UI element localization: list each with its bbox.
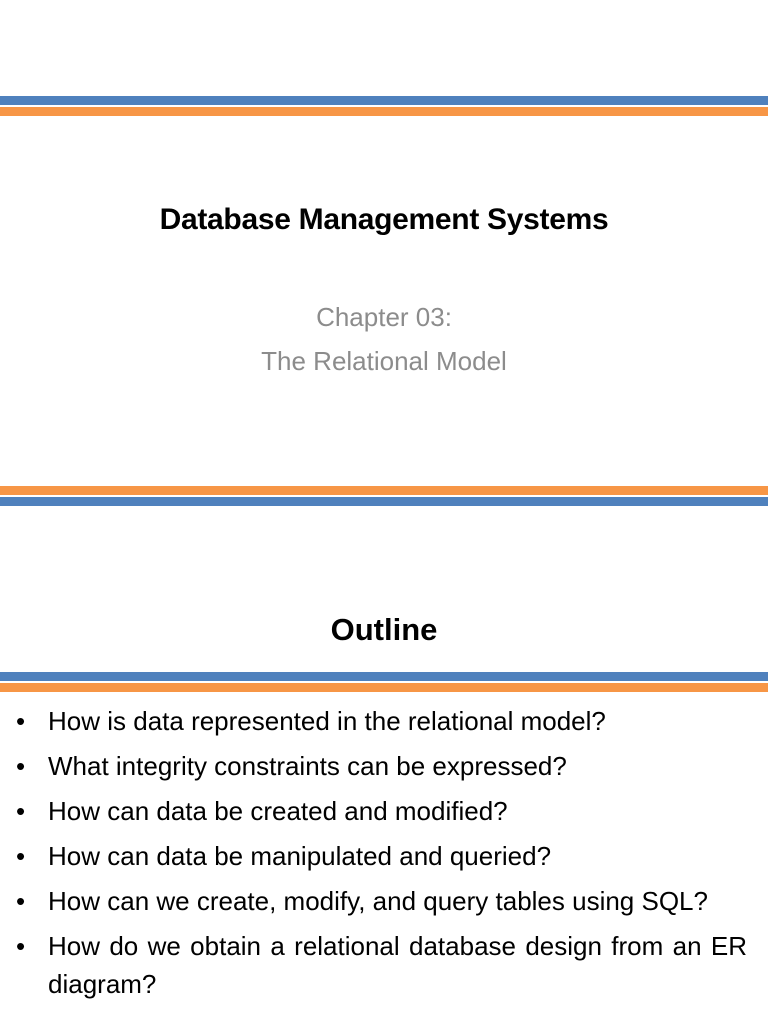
bullet-icon: •: [16, 886, 26, 916]
outline-bullet-list: [14, 702, 747, 1010]
top-blue-rule: [0, 96, 768, 105]
slide-title: Database Management Systems: [159, 203, 609, 236]
bullet-icon: •: [16, 706, 26, 736]
bullet-icon: •: [16, 931, 26, 961]
bottom-orange-rule: [0, 486, 768, 495]
bullet-text: How can we create, modify, and query tables using SQL?: [48, 886, 708, 916]
outline-slide: [0, 540, 768, 1024]
top-orange-rule: [0, 107, 768, 116]
bullet-text: How do we obtain a relational database design from an ER diagram?: [48, 931, 747, 999]
bullet-text: How can data be created and modified?: [48, 796, 508, 826]
outline-title: Outline: [330, 612, 438, 647]
bullet-icon: •: [16, 751, 26, 781]
list-item: [14, 747, 747, 785]
list-item: [14, 882, 747, 920]
chapter-title: The Relational Model: [261, 346, 507, 376]
list-item: [14, 792, 747, 830]
outline-orange-rule: [0, 683, 768, 692]
bullet-icon: •: [16, 841, 26, 871]
bottom-blue-rule: [0, 497, 768, 506]
chapter-number: Chapter 03:: [316, 302, 452, 332]
list-item: [14, 927, 747, 1003]
bullet-text: How can data be manipulated and queried?: [48, 841, 552, 871]
outline-blue-rule: [0, 672, 768, 681]
bullet-text: How is data represented in the relational model?: [48, 706, 606, 736]
list-item: [14, 837, 747, 875]
bullet-text: What integrity constraints can be expressed?: [48, 751, 567, 781]
bullet-icon: •: [16, 796, 26, 826]
list-item: [14, 702, 747, 740]
